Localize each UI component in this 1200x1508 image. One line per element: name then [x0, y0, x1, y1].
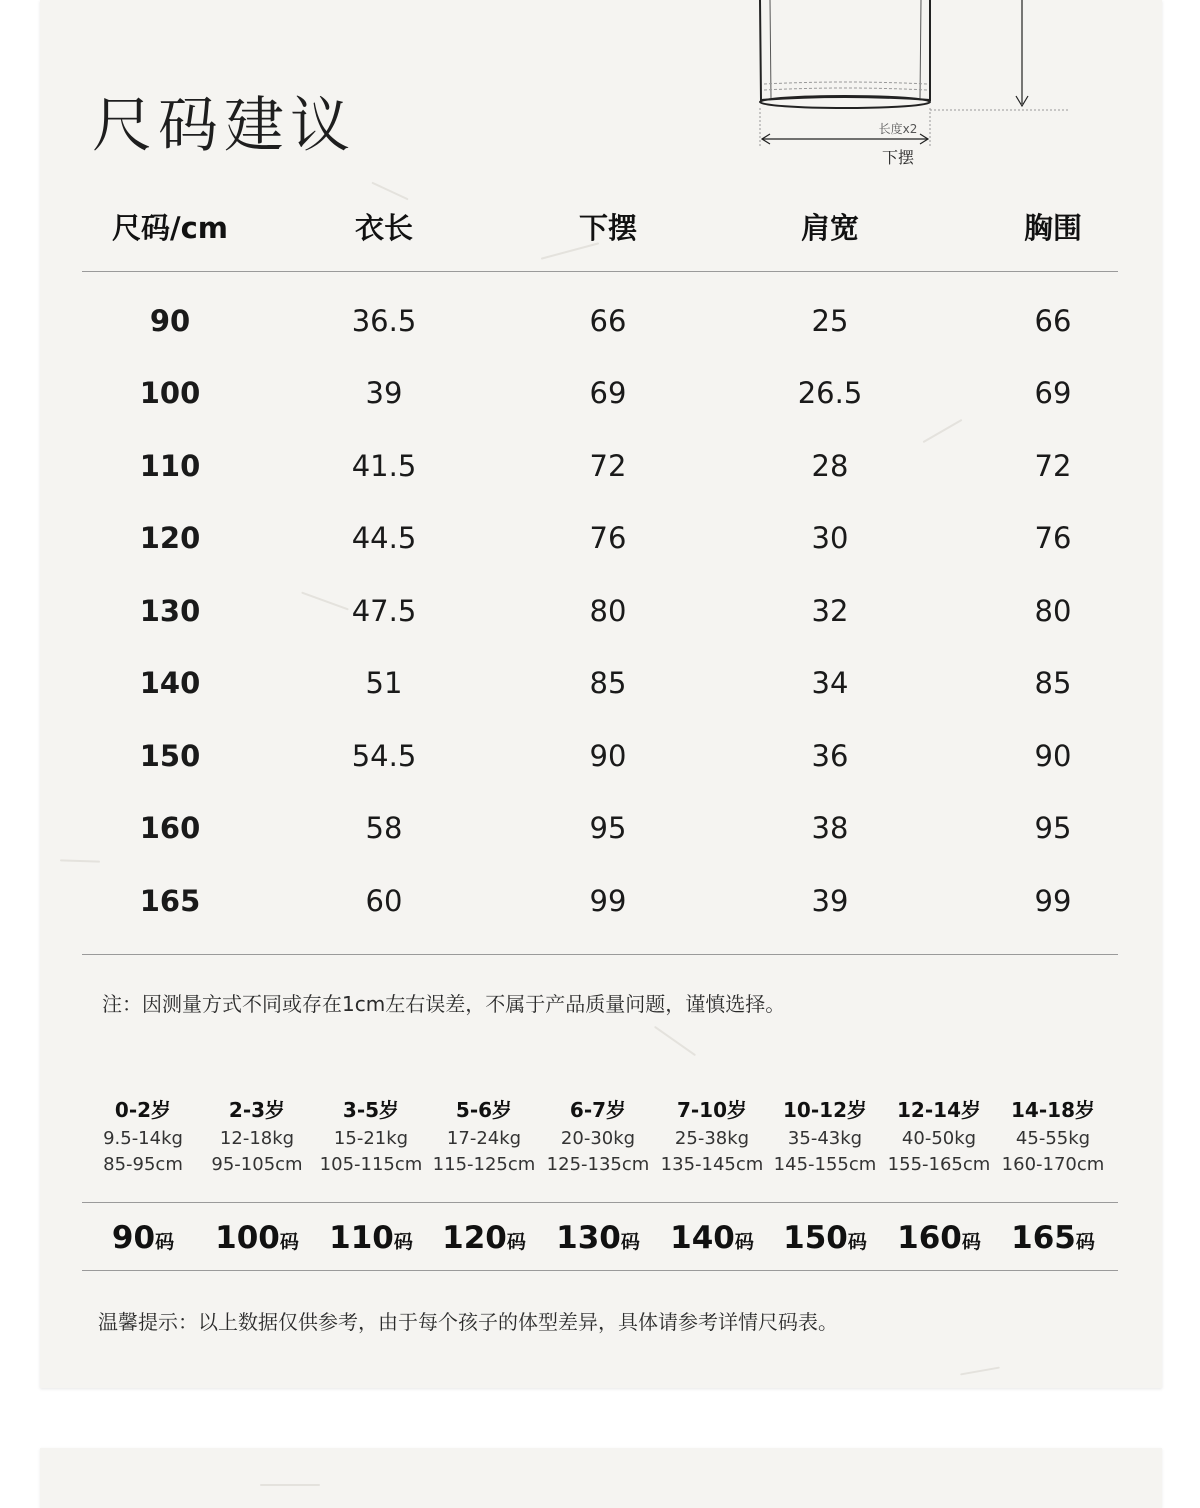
- hem-cell: 80: [589, 594, 627, 628]
- paper-fiber: [923, 419, 963, 443]
- size-unit: 码: [847, 1231, 867, 1253]
- shoulder-cell: 36: [811, 739, 849, 773]
- age-guide-item: [765, 1094, 885, 1178]
- shoulder-cell: 38: [811, 811, 849, 845]
- age-range: 0-2岁: [114, 1098, 172, 1122]
- age-range: 5-6岁: [455, 1098, 513, 1122]
- table-row: [82, 446, 1118, 486]
- size-cell: 110: [139, 449, 201, 483]
- height-range: 135-145cm: [660, 1154, 764, 1175]
- size-cell: 130: [139, 594, 201, 628]
- size-number: 90: [111, 1220, 156, 1256]
- table-row: [82, 808, 1118, 848]
- height-range: 85-95cm: [103, 1154, 183, 1175]
- size-number: 100: [215, 1220, 280, 1256]
- height-range: 160-170cm: [1001, 1154, 1105, 1175]
- hem-label: 下摆: [881, 148, 914, 167]
- table-header: [82, 208, 1118, 248]
- weight-range: 17-24kg: [446, 1128, 522, 1149]
- length-cell: 58: [365, 811, 403, 845]
- recommended-size: [993, 1214, 1113, 1267]
- size-number: 150: [783, 1220, 848, 1256]
- recommended-size: [538, 1214, 658, 1267]
- hem-cell: 99: [589, 884, 627, 918]
- table-row: [82, 518, 1118, 558]
- hem-cell: 95: [589, 811, 627, 845]
- size-unit: 码: [620, 1231, 640, 1253]
- weight-range: 35-43kg: [787, 1128, 863, 1149]
- length-cell: 41.5: [351, 449, 417, 483]
- next-card-edge: [40, 1448, 1162, 1508]
- recommended-size: [311, 1214, 431, 1267]
- size-unit: 码: [393, 1231, 413, 1253]
- table-row: [82, 881, 1118, 921]
- length-cell: 36.5: [351, 304, 417, 338]
- height-range: 155-165cm: [887, 1154, 991, 1175]
- size-cell: 165: [139, 884, 201, 918]
- size-cell: 100: [139, 376, 201, 410]
- recommended-size: [765, 1214, 885, 1267]
- chest-cell: 76: [1034, 521, 1072, 555]
- size-unit: 码: [734, 1231, 754, 1253]
- length-cell: 60: [365, 884, 403, 918]
- size-number: 110: [329, 1220, 394, 1256]
- divider: [82, 1202, 1118, 1203]
- weight-range: 40-50kg: [901, 1128, 977, 1149]
- size-unit: 码: [1075, 1231, 1095, 1253]
- table-row: [82, 373, 1118, 413]
- paper-fiber: [371, 182, 408, 201]
- shoulder-cell: 34: [811, 666, 849, 700]
- age-range: 10-12岁: [783, 1098, 867, 1122]
- age-guide-item: [311, 1094, 431, 1178]
- header-size: 尺码/cm: [111, 211, 228, 245]
- hem-cell: 85: [589, 666, 627, 700]
- paper-fiber: [960, 1367, 1000, 1376]
- age-range: 6-7岁: [569, 1098, 627, 1122]
- page-title: 尺码建议: [92, 91, 356, 161]
- age-guide-item: [538, 1094, 658, 1178]
- size-guide-card: [40, 0, 1162, 1388]
- length-cell: 44.5: [351, 521, 417, 555]
- table-row: [82, 301, 1118, 341]
- age-guide-item: [879, 1094, 999, 1178]
- weight-range: 45-55kg: [1015, 1128, 1091, 1149]
- table-row: [82, 591, 1118, 631]
- weight-range: 9.5-14kg: [103, 1128, 183, 1149]
- height-range: 115-125cm: [432, 1154, 536, 1175]
- table-row: [82, 736, 1118, 776]
- size-cell: 150: [139, 739, 201, 773]
- divider: [82, 271, 1118, 272]
- weight-range: 15-21kg: [333, 1128, 409, 1149]
- size-unit: 码: [506, 1231, 526, 1253]
- shoulder-cell: 25: [811, 304, 849, 338]
- chest-cell: 95: [1034, 811, 1072, 845]
- paper-fiber: [260, 1484, 320, 1486]
- chest-cell: 80: [1034, 594, 1072, 628]
- recommended-size: [652, 1214, 772, 1267]
- size-unit: 码: [961, 1231, 981, 1253]
- length-cell: 39: [365, 376, 403, 410]
- size-unit: 码: [155, 1231, 175, 1253]
- recommended-size: [424, 1214, 544, 1267]
- hem-cell: 76: [589, 521, 627, 555]
- height-range: 125-135cm: [546, 1154, 650, 1175]
- size-number: 160: [897, 1220, 962, 1256]
- tip-text: 温馨提示：以上数据仅供参考，由于每个孩子的体型差异，具体请参考详情尺码表。: [98, 1310, 838, 1334]
- size-number: 140: [670, 1220, 735, 1256]
- length-cell: 47.5: [351, 594, 417, 628]
- age-range: 12-14岁: [897, 1098, 981, 1122]
- header-chest: 胸围: [1023, 211, 1082, 245]
- paper-fiber: [654, 1026, 696, 1056]
- shoulder-cell: 30: [811, 521, 849, 555]
- age-range: 2-3岁: [228, 1098, 286, 1122]
- chest-cell: 99: [1034, 884, 1072, 918]
- header-shoulder: 肩宽: [800, 211, 859, 245]
- height-range: 95-105cm: [211, 1154, 303, 1175]
- measurement-note: 注：因测量方式不同或存在1cm左右误差，不属于产品质量问题，谨慎选择。: [102, 992, 786, 1016]
- size-cell: 90: [149, 304, 191, 338]
- hem-cell: 66: [589, 304, 627, 338]
- shoulder-cell: 39: [811, 884, 849, 918]
- recommended-size: [879, 1214, 999, 1267]
- hem-cell: 69: [589, 376, 627, 410]
- recommended-size: [197, 1214, 317, 1267]
- size-cell: 120: [139, 521, 201, 555]
- height-range: 145-155cm: [773, 1154, 877, 1175]
- size-number: 120: [442, 1220, 507, 1256]
- size-number: 165: [1011, 1220, 1076, 1256]
- age-guide-item: [83, 1094, 203, 1178]
- chest-cell: 72: [1034, 449, 1072, 483]
- dimension-note: 长度x2: [878, 122, 918, 136]
- height-range: 105-115cm: [319, 1154, 423, 1175]
- chest-cell: 90: [1034, 739, 1072, 773]
- divider: [82, 954, 1118, 955]
- paper-fiber: [60, 859, 100, 862]
- size-cell: 140: [139, 666, 201, 700]
- shoulder-cell: 26.5: [797, 376, 863, 410]
- length-cell: 54.5: [351, 739, 417, 773]
- age-range: 14-18岁: [1011, 1098, 1095, 1122]
- chest-cell: 66: [1034, 304, 1072, 338]
- length-cell: 51: [365, 666, 403, 700]
- age-guide-item: [424, 1094, 544, 1178]
- weight-range: 25-38kg: [674, 1128, 750, 1149]
- age-range: 3-5岁: [342, 1098, 400, 1122]
- age-guide-item: [993, 1094, 1113, 1178]
- hem-cell: 72: [589, 449, 627, 483]
- weight-range: 20-30kg: [560, 1128, 636, 1149]
- chest-cell: 69: [1034, 376, 1072, 410]
- size-cell: 160: [139, 811, 201, 845]
- header-length: 衣长: [354, 211, 413, 245]
- size-number: 130: [556, 1220, 621, 1256]
- age-guide-item: [197, 1094, 317, 1178]
- header-hem: 下摆: [578, 211, 637, 245]
- shoulder-cell: 32: [811, 594, 849, 628]
- recommended-size: [83, 1214, 203, 1267]
- divider: [82, 1270, 1118, 1271]
- garment-diagram: [740, 0, 1080, 170]
- hem-cell: 90: [589, 739, 627, 773]
- table-row: [82, 663, 1118, 703]
- shoulder-cell: 28: [811, 449, 849, 483]
- age-range: 7-10岁: [676, 1098, 748, 1122]
- age-guide-item: [652, 1094, 772, 1178]
- chest-cell: 85: [1034, 666, 1072, 700]
- size-unit: 码: [279, 1231, 299, 1253]
- weight-range: 12-18kg: [219, 1128, 295, 1149]
